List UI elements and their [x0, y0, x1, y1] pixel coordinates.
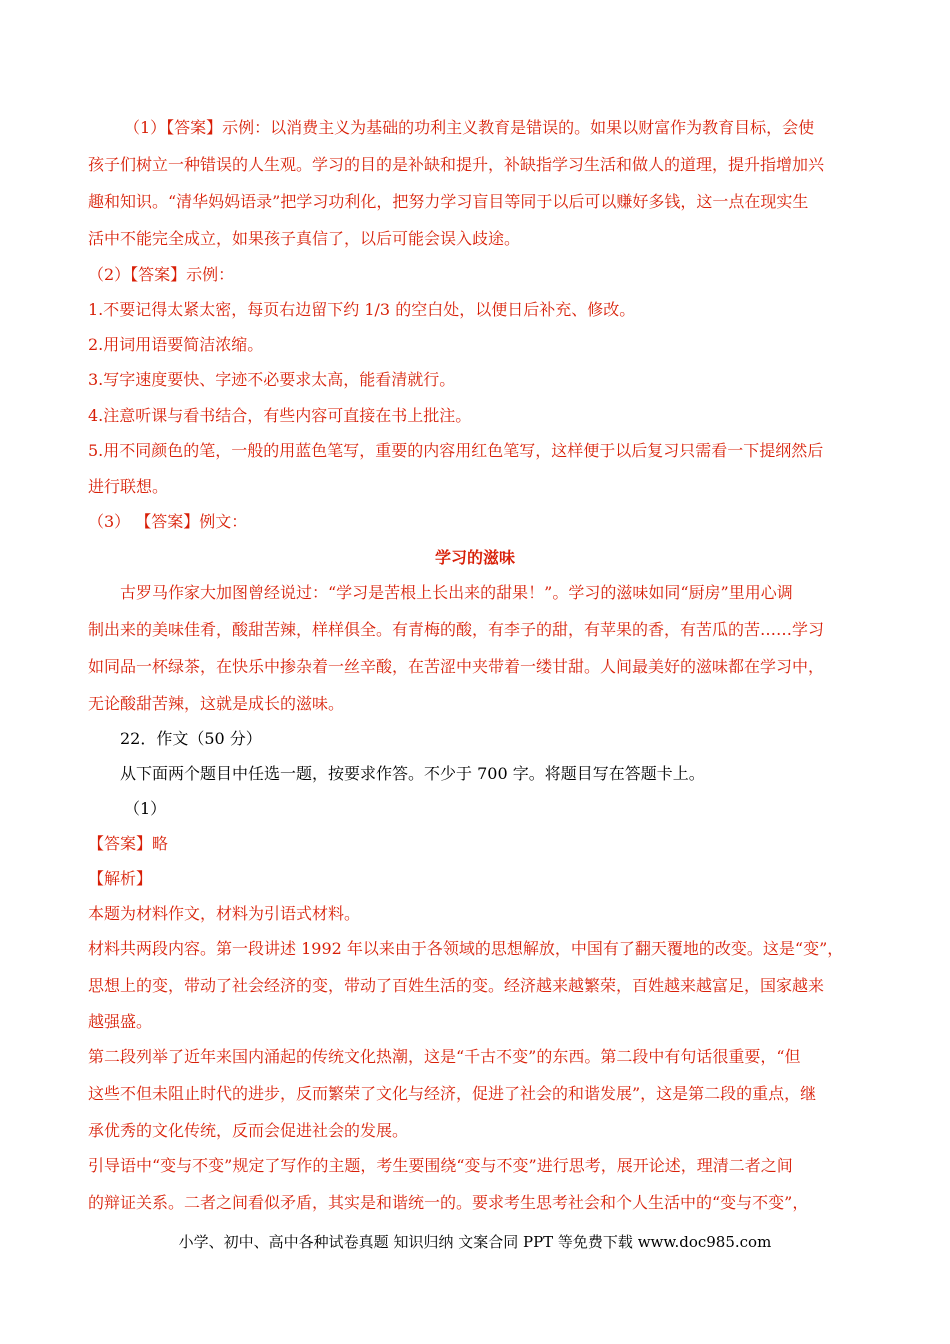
- analysis-line-3: 思想上的变，带动了社会经济的变，带动了百姓生活的变。经济越来越繁荣，百姓越来越富足，国家越来: [88, 976, 825, 995]
- essay-title: 学习的滋味: [434, 548, 515, 567]
- q2-item-5: 5.用不同颜色的笔，一般的用蓝色笔写，重要的内容用红色笔写，这样便于以后复习只需看一下提纲然后: [88, 441, 824, 460]
- q1-line-2: 孩子们树立一种错误的人生观。学习的目的是补缺和提升，补缺指学习生活和做人的道理，提升指增加兴: [88, 155, 825, 174]
- q22-title: 22．作文（50 分）: [120, 729, 262, 748]
- essay-line-1: 古罗马作家大加图曾经说过：“学习是苦根上长出来的甜果！”。学习的滋味如同“厨房”里用心调: [120, 583, 793, 602]
- q1-line-4: 活中不能完全成立，如果孩子真信了，以后可能会误入歧途。: [88, 229, 521, 248]
- q22-analysis-label: 【解析】: [88, 869, 153, 888]
- analysis-line-8: 引导语中“变与不变”规定了写作的主题，考生要围绕“变与不变”进行思考，展开论述，理清二者之间: [88, 1156, 793, 1175]
- essay-line-2: 制出来的美味佳肴，酸甜苦辣，样样俱全。有青梅的酸，有李子的甜，有苹果的香，有苦瓜的苦……学习: [88, 620, 825, 639]
- q2-header: （2）【答案】示例：: [88, 265, 235, 284]
- q2-item-4: 4.注意听课与看书结合，有些内容可直接在书上批注。: [88, 406, 472, 425]
- q2-item-5-cont: 进行联想。: [88, 477, 169, 496]
- analysis-line-7: 承优秀的文化传统，反而会促进社会的发展。: [88, 1121, 409, 1140]
- essay-line-3: 如同品一杯绿茶，在快乐中掺杂着一丝辛酸，在苦涩中夹带着一缕甘甜。人间最美好的滋味都在学习中，: [88, 657, 825, 676]
- page-footer: 小学、初中、高中各种试卷真题 知识归纳 文案合同 PPT 等免费下载 www.doc985.com: [178, 1233, 772, 1251]
- q22-instruction: 从下面两个题目中任选一题，按要求作答。不少于 700 字。将题目写在答题卡上。: [120, 764, 705, 783]
- q2-item-3: 3.写字速度要快、字迹不必要求太高，能看清就行。: [88, 370, 456, 389]
- essay-line-4: 无论酸甜苦辣，这就是成长的滋味。: [88, 694, 345, 713]
- q22-sub: （1）: [124, 799, 167, 818]
- analysis-line-4: 越强盛。: [88, 1012, 153, 1031]
- q1-line-1: （1）【答案】示例：以消费主义为基础的功利主义教育是错误的。如果以财富作为教育目标，会使: [124, 118, 815, 137]
- q2-item-1: 1.不要记得太紧太密，每页右边留下约 1/3 的空白处，以便日后补充、修改。: [88, 300, 636, 319]
- q3-header: （3） 【答案】例文：: [88, 512, 248, 531]
- analysis-line-6: 这些不但未阻止时代的进步，反而繁荣了文化与经济，促进了社会的和谐发展”，这是第二段的重点，继: [88, 1084, 817, 1103]
- q22-answer: 【答案】略: [88, 834, 169, 853]
- analysis-line-5: 第二段列举了近年来国内涌起的传统文化热潮，这是“千古不变”的东西。第二段中有句话很重要，“但: [88, 1047, 801, 1066]
- analysis-line-2: 材料共两段内容。第一段讲述 1992 年以来由于各领域的思想解放，中国有了翻天覆地的改变。这是“变”，: [88, 939, 844, 958]
- analysis-line-9: 的辩证关系。二者之间看似矛盾，其实是和谐统一的。要求考生思考社会和个人生活中的“变与不变”，: [88, 1193, 809, 1212]
- q1-line-3: 趣和知识。“清华妈妈语录”把学习功利化，把努力学习盲目等同于以后可以赚好多钱，这一点在现实生: [88, 192, 809, 211]
- q2-item-2: 2.用词用语要简洁浓缩。: [88, 335, 264, 354]
- analysis-line-1: 本题为材料作文，材料为引语式材料。: [88, 904, 361, 923]
